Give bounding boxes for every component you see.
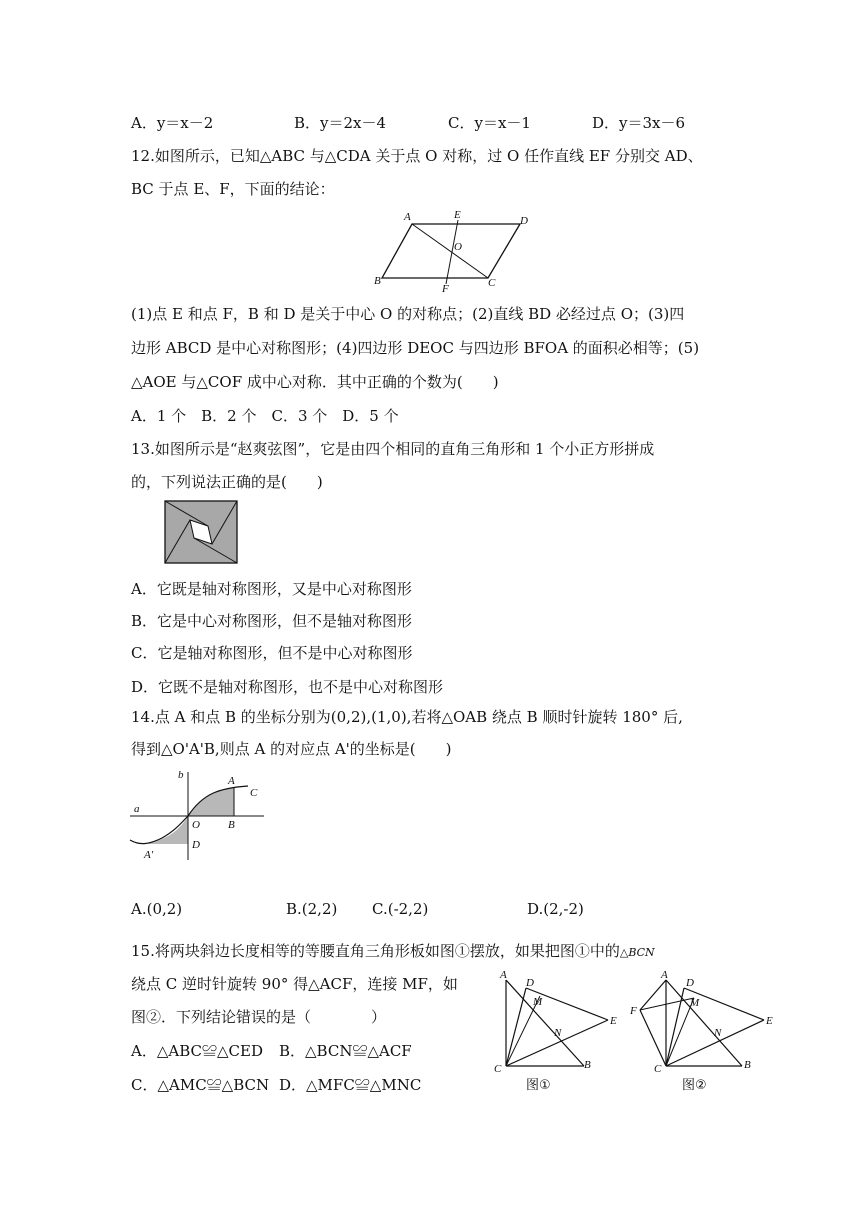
q12-label-a: A — [404, 211, 411, 223]
q14-label-d: D — [192, 839, 200, 851]
q15-figure-1 — [488, 966, 628, 1078]
q15-stem-math: △BCN — [619, 946, 655, 959]
q15-option-c: C．△AMC≌△BCN — [131, 1076, 270, 1094]
q13-option-d: D．它既不是轴对称图形，也不是中心对称图形 — [131, 678, 444, 696]
q12-options: A．1 个 B．2 个 C．3 个 D．5 个 — [131, 407, 399, 425]
q11-option-d: D．y＝3x－6 — [592, 114, 686, 132]
q12-body-line3: △AOE 与△COF 成中心对称．其中正确的个数为( ) — [131, 373, 499, 391]
q12-body-line2: 边形 ABCD 是中心对称图形；(4)四边形 DEOC 与四边形 BFOA 的面积必相等；(5) — [131, 339, 700, 357]
q15-fig1-label-d: D — [526, 977, 534, 989]
q15-option-b: B．△BCN≌△ACF — [279, 1042, 412, 1060]
q15-figure-2 — [628, 966, 778, 1078]
q11-option-b: B．y＝2x－4 — [294, 114, 387, 132]
q15-stem-line2: 绕点 C 逆时针旋转 90° 得△ACF，连接 MF，如 — [131, 975, 458, 993]
q13-option-c: C．它是轴对称图形，但不是中心对称图形 — [131, 644, 413, 662]
q11-option-c: C．y＝x－1 — [448, 114, 531, 132]
q15-stem-line1 — [131, 940, 655, 961]
q13-option-b: B．它是中心对称图形，但不是轴对称图形 — [131, 612, 413, 630]
q15-option-a: A．△ABC≌△CED — [131, 1042, 263, 1060]
q14-label-a-axis: a — [134, 803, 140, 815]
q13-stem-line1: 13.如图所示是“赵爽弦图”，它是由四个相同的直角三角形和 1 个小正方形拼成 — [131, 440, 655, 458]
q12-label-b: B — [374, 275, 381, 287]
q15-fig2-caption: 图② — [682, 1078, 707, 1093]
q14-option-b: B.(2,2) — [286, 900, 338, 918]
q14-label-b-axis: b — [178, 769, 184, 781]
q12-label-f: F — [442, 283, 449, 294]
q14-rotation-figure — [128, 768, 268, 864]
q15-fig2-label-m: M — [690, 997, 700, 1009]
q15-fig1-label-e: E — [610, 1015, 617, 1027]
q11-option-a: A．y＝x－2 — [131, 114, 214, 132]
q15-fig1-label-c: C — [494, 1063, 502, 1075]
q15-option-d: D．△MFC≌△MNC — [279, 1076, 422, 1094]
q12-label-e: E — [454, 209, 461, 221]
q14-label-b: B — [228, 819, 235, 831]
q15-fig2-label-n: N — [714, 1027, 722, 1039]
q14-label-a-prime: A' — [144, 849, 154, 861]
q15-fig2-label-f: F — [630, 1005, 637, 1017]
q15-fig1-label-n: N — [554, 1027, 562, 1039]
q12-parallelogram-figure — [368, 206, 538, 294]
q14-label-o: O — [192, 819, 200, 831]
q15-fig1-label-m: M — [533, 996, 543, 1008]
q15-stem-line1-text: 15.将两块斜边长度相等的等腰直角三角形板如图①摆放，如果把图①中的 — [131, 942, 620, 960]
q13-option-a: A．它既是轴对称图形，又是中心对称图形 — [131, 580, 412, 598]
q15-stem-line3: 图②．下列结论错误的是（ ） — [131, 1008, 387, 1026]
q12-label-o: O — [454, 241, 462, 253]
q15-fig2-label-c: C — [654, 1063, 662, 1075]
q14-stem-line2: 得到△O'A'B,则点 A 的对应点 A'的坐标是( ) — [131, 740, 452, 758]
q15-fig2-label-d: D — [686, 977, 694, 989]
q12-label-c: C — [488, 277, 496, 289]
q12-stem-line2: BC 于点 E、F，下面的结论： — [131, 180, 335, 198]
q14-option-c: C.(-2,2) — [372, 900, 429, 918]
q14-option-a: A.(0,2) — [131, 900, 183, 918]
q12-label-d: D — [520, 215, 528, 227]
q14-option-d: D.(2,-2) — [527, 900, 584, 918]
q12-stem-line1: 12.如图所示，已知△ABC 与△CDA 关于点 O 对称，过 O 任作直线 EF 分别交 AD、 — [131, 147, 703, 165]
q15-fig2-label-a: A — [661, 969, 668, 981]
q14-label-c: C — [250, 787, 258, 799]
q12-body-line1: (1)点 E 和点 F，B 和 D 是关于中心 O 的对称点；(2)直线 BD 必经过点 O；(3)四 — [131, 305, 685, 323]
q13-stem-line2: 的，下列说法正确的是( ) — [131, 473, 323, 491]
q15-fig2-label-e: E — [766, 1015, 773, 1027]
q15-fig1-caption: 图① — [526, 1078, 551, 1093]
q15-fig1-label-a: A — [500, 969, 507, 981]
q14-label-a: A — [228, 775, 235, 787]
q14-stem-line1: 14.点 A 和点 B 的坐标分别为(0,2),(1,0),若将△OAB 绕点 B 顺时针旋转 180° 后, — [131, 708, 683, 726]
q15-fig1-label-b: B — [584, 1059, 591, 1071]
q13-zhaoshuang-figure — [164, 500, 238, 564]
q15-fig2-label-b: B — [744, 1059, 751, 1071]
